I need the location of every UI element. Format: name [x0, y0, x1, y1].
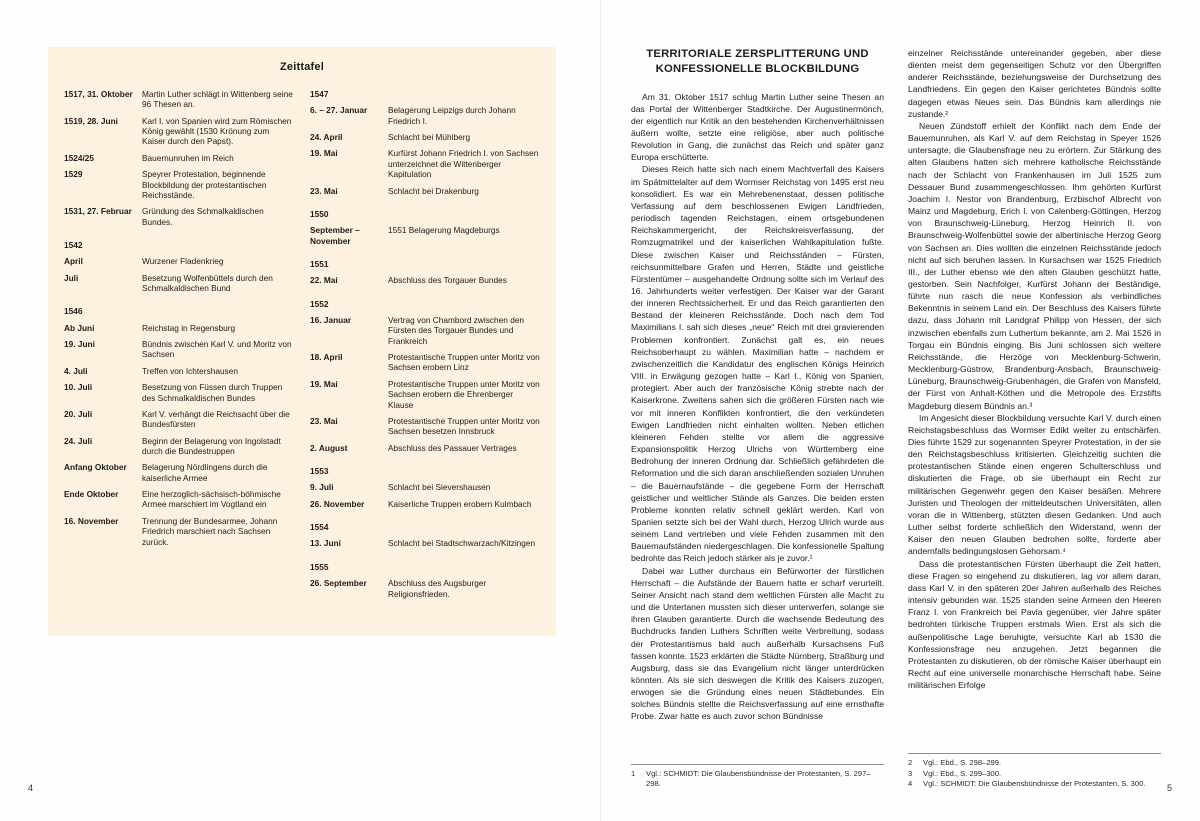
timeline-row	[64, 516, 294, 547]
timeline-event	[388, 259, 540, 269]
body-text-column-2	[908, 47, 1161, 747]
timeline-row	[64, 169, 294, 200]
article	[631, 47, 1161, 790]
timeline-event: Abschluss des Passauer Vertrages	[388, 442, 517, 453]
timeline-date: 9. Juli	[310, 482, 334, 493]
timeline-row	[310, 352, 540, 373]
timeline-row	[64, 436, 294, 457]
timeline-event: Wurzener Fladenkrieg	[142, 256, 224, 267]
timeline-event: Kurfürst Johann Friedrich I. von Sachsen unterzeichnet die Wittenberger Kapitulation	[388, 148, 539, 180]
timeline-row	[310, 522, 540, 532]
timeline-date: April	[64, 256, 83, 267]
timeline-event: Protestantische Truppen unter Moritz von Sachsen besetzen Innsbruck	[388, 415, 540, 437]
timeline-row	[310, 466, 540, 476]
footnote-text: Vgl.: SCHMIDT: Die Glaubensbündnisse der Protestanten, S. 297–298.	[646, 768, 871, 789]
timeline-row	[310, 225, 540, 246]
timeline-event: Besetzung von Füssen durch Truppen des Schmalkaldischen Bundes	[142, 382, 283, 403]
timeline-row	[64, 339, 294, 360]
timeline-row	[64, 366, 294, 376]
timeline-row	[64, 382, 294, 403]
timeline-event: Kaiserliche Truppen erobern Kulmbach	[388, 498, 532, 509]
footnote	[631, 769, 884, 790]
timeline-event: Karl V. verhängt die Reichsacht über die Bundesfürsten	[142, 408, 290, 430]
timeline-date: Ab Juni	[64, 322, 95, 333]
timeline-date: 1550	[310, 208, 329, 219]
timeline-date: 26. November	[310, 498, 365, 509]
footnote	[908, 779, 1161, 790]
body-text-column-1	[631, 91, 884, 758]
footnote-text: Vgl.: Ebd., S. 298–299.	[923, 758, 1002, 768]
timeline-row	[64, 489, 294, 510]
timeline-event: Vertrag von Chambord zwischen den Fürsten des Torgauer Bundes und Frankreich	[388, 315, 525, 346]
page-right	[600, 0, 1200, 821]
timeline-date: 1517, 31. Oktober	[64, 89, 133, 99]
paragraph: Dieses Reich hatte sich nach einem Machtverfall des Kaisers im Spätmittelalter auf dem Wormser Reichstag von 1495 erst neu konsolidiert. Es war ein Mehrebenenstaat, dessen politische Verfassung auf dem beschlossenen Ewigen Landfrieden, periodisch tagenden Reichstagen, einem ortsgebundenen Reichskammergericht, der Reichskreisverfassung, der Romzugmatrikel und der kaiserlichen Wahlkapitulation fußte. Diese zwischen Kaiser und Reichsständen – Fürsten, reichsunmittelbare Grafen und Herren, Städte und geistliche Fürstentümer – ausgehandelte Ordnung sollte sich im Verlauf des 16. Jahrhunderts weiter verfestigen. Der Kaiser war der Garant der inneren Rechtssicherheit. Er und das Reich garantierten den Bestand der kleineren Reichsstände. Doch nach dem Tod Maximilians I. sah sich dieses „neue“ Reich mit drei gravierenden Problemen konfrontiert. Zunächst galt es, ein neues Reichsoberhaupt zu wählen. Maximilian hatte – nachdem er zwischenzeitlich die Kandidatur des englischen Königs Heinrich VIII. in Erwägung gezogen hatte – Karl I., König von Spanien, protegiert. Aber auch der französische König strebte nach der Kaiserkrone. Zweitens sahen sich die größeren Fürsten nach wie vor mit inneren Konflikten konfrontiert, die den verkündeten Ewigen Landfrieden nicht einhalten wollten. Neben etlichen kleineren Fehden stellte vor allem die aggressive Expansionspolitik Herzog Ulrichs von Württemberg eine Bedrohung der inneren Ordnung dar. Schließlich gefährdeten die Reformation und die sich daran anschließenden sozialen Unruhen – die Bauernaufstände – die gegebene Form der Herrschaft geistlicher und weltlicher Stände als Ganzes. Die beiden ersten Probleme konnten relativ schnell geklärt werden. Karl von Spanien setzte sich bei der Wahl durch, Herzog Ulrich wurde aus seinem Land vertrieben und viele Fehden zusammen mit den Bauernaufständen niedergeschlagen. Die konfessionelle Spaltung bedrohte das Reich jedoch stärker als je zuvor.¹	[631, 164, 884, 564]
timeline-date: 1519, 28. Juni	[64, 115, 118, 126]
footnote	[908, 769, 1161, 780]
timeline-date: 26. September	[310, 578, 367, 589]
timeline-date: 1551	[310, 258, 329, 269]
timeline-row	[64, 323, 294, 333]
timeline-date: 10. Juli	[64, 382, 93, 393]
timeline-row	[64, 462, 294, 483]
timeline-date: 2. August	[310, 442, 348, 453]
timeline-row	[310, 416, 540, 437]
timeline-row	[310, 443, 540, 453]
timeline-date: 24. April	[310, 132, 343, 143]
timeline-row	[310, 499, 540, 509]
timeline-event	[388, 89, 540, 99]
timeline-date: September – November	[310, 225, 360, 246]
article-title-line1: TERRITORIALE ZERSPLITTERUNG UND	[646, 48, 869, 60]
timeline-row	[64, 206, 294, 227]
timeline-column-2	[310, 89, 540, 605]
timeline-event: Protestantische Truppen unter Moritz von Sachsen erobern Linz	[388, 352, 540, 373]
timeline-row	[310, 482, 540, 492]
timeline-event	[388, 209, 540, 219]
timeline-event: Reichstag in Regensburg	[142, 322, 236, 333]
timeline-column-1	[64, 89, 294, 605]
timeline-event: Speyrer Protestation, beginnende Blockbildung der protestantischen Reichsstände.	[142, 169, 267, 200]
timeline-event: Belagerung Nördlingens durch die kaiserliche Armee	[142, 462, 268, 483]
timeline-row	[64, 256, 294, 266]
timeline-row	[310, 105, 540, 126]
timeline-event: Trennung der Bundesarmee, Johann Friedrich marschiert nach Sachsen zurück.	[142, 515, 278, 547]
timeline-event	[388, 522, 540, 532]
timeline-row	[64, 153, 294, 163]
timeline-event: 1551 Belagerung Magdeburgs	[388, 225, 500, 236]
body-column-2	[908, 47, 1161, 790]
timeline-row	[64, 116, 294, 147]
timeline-date: 16. November	[64, 515, 119, 526]
timeline-columns	[64, 89, 540, 605]
timeline-date: 1552	[310, 298, 329, 309]
timeline-date: 1529	[64, 169, 83, 180]
timeline-row	[310, 209, 540, 219]
timeline-event	[142, 306, 294, 316]
footnote-number: 1	[631, 768, 636, 778]
timeline-date: 19. Juni	[64, 339, 95, 350]
timeline-event	[388, 562, 540, 572]
timeline-row	[64, 306, 294, 316]
timeline-event: Gründung des Schmalkaldischen Bundes.	[142, 206, 264, 227]
article-title	[631, 47, 884, 78]
timeline-event: Eine herzoglich-sächsisch-böhmische Armee marschiert im Vogtland ein	[142, 489, 281, 510]
article-title-line2: KONFESSIONELLE BLOCKBILDUNG	[655, 63, 860, 76]
timeline-event: Bauernunruhen im Reich	[142, 152, 234, 163]
timeline-row	[310, 578, 540, 599]
timeline-date: Ende Oktober	[64, 489, 119, 500]
timeline-date: 18. April	[310, 352, 343, 363]
timeline-row	[64, 409, 294, 430]
footnote-number: 4	[908, 779, 913, 789]
timeline-event: Belagerung Leipzigs durch Johann Friedrich I.	[388, 105, 516, 126]
timeline-date: 20. Juli	[64, 408, 93, 419]
timeline-event: Abschluss des Augsburger Religionsfrieden.	[388, 578, 487, 599]
timeline-date: 24. Juli	[64, 435, 93, 446]
timeline-box	[48, 47, 556, 636]
paragraph: Am 31. Oktober 1517 schlug Martin Luther seine Thesen an das Portal der Wittenberger Stadtkirche. Der Augustinermönch, der eigentlich nur Kritik an den bestehenden Kirchenverhältnissen äußern wollte, setzte eine religiöse, aber auch politische Revolution in Gang, die zunächst das Reich und später ganz Europa erschütterte.	[631, 91, 884, 163]
timeline-event: Abschluss des Torgauer Bundes	[388, 275, 507, 286]
footnote-text: Vgl.: Ebd., S. 299–300.	[923, 768, 1002, 778]
timeline-row	[310, 538, 540, 548]
timeline-row	[310, 315, 540, 346]
timeline-date: 22. Mai	[310, 275, 338, 286]
timeline-date: 1555	[310, 561, 329, 572]
timeline-row	[310, 299, 540, 309]
footnote	[908, 758, 1161, 769]
timeline-row	[310, 89, 540, 99]
timeline-date: 1547	[310, 89, 329, 99]
timeline-event: Bündnis zwischen Karl V. und Moritz von Sachsen	[142, 339, 292, 360]
timeline-event	[388, 466, 540, 476]
timeline-date: 1546	[64, 306, 83, 317]
timeline-row	[64, 273, 294, 294]
timeline-date: 23. Mai	[310, 185, 338, 196]
paragraph: Im Angesicht dieser Blockbildung versuchte Karl V. durch einen Reichstagsbeschluss das Wormser Edikt weiter zu entschärfen. Dies führte 1529 zur sogenannten Speyrer Protestation, in der sie den Reichstagsbeschluss kritisierten. Gleichzeitig suchten die protestantischen Stände einen engeren Schulterschluss und diskutierten die Frage, ob sie überhaupt ein Recht zur militärischen Gegenwehr gegen den Kaiser besäßen. Mehrere Juristen und Theologen der mitteldeutschen Universitäten, allen voran die in Wittenberg, stützten diesen Gedanken. Und auch Luther selbst forderte schließlich den Widerstand, wenn der Kaiser den neuen Glauben bedrohen sollte, forderte aber andernfalls bedingungslosen Gehorsam.⁴	[908, 412, 1161, 557]
timeline-row	[310, 186, 540, 196]
timeline-date: 19. Mai	[310, 148, 338, 159]
timeline-event: Karl I. von Spanien wird zum Römischen König gewählt (1530 Krönung zum Kaiser durch den Papst).	[142, 115, 292, 147]
timeline-row	[310, 275, 540, 285]
timeline-date: 4. Juli	[64, 365, 88, 376]
footnote-number: 3	[908, 768, 913, 778]
timeline-date: 1524/25	[64, 152, 94, 163]
timeline-date: 1531, 27. Februar	[64, 206, 132, 217]
timeline-row	[310, 132, 540, 142]
timeline-row	[64, 89, 294, 110]
timeline-date: 6. – 27. Januar	[310, 105, 368, 116]
body-column-1	[631, 47, 884, 790]
timeline-event	[388, 299, 540, 309]
page-number-left: 4	[28, 783, 34, 793]
timeline-date: 1542	[64, 239, 83, 250]
timeline-row	[310, 379, 540, 410]
timeline-date: 1554	[310, 522, 329, 533]
timeline-date: 19. Mai	[310, 378, 338, 389]
paragraph: Dass die protestantischen Fürsten überhaupt die Zeit hatten, diese Fragen so eingehend zu diskutieren, lag vor allem daran, dass Karl V. in den späteren 20er Jahren außerhalb des Reiches intensiv gebunden war. 1525 standen seine Armeen den Heeren Franz I. von Frankreich bei Pavia gegenüber, vier Jahre später bedrohten türkische Truppen erstmals Wien. Erst als sich die außenpolitische Lage beruhigte, versuchte Karl ab 1530 die Konfessionsfrage neu anzugehen. Jetzt begannen die Protestanten zu diskutieren, ob der römische Kaiser überhaupt ein Recht auf eine universelle monarchische Herrschaft habe. Seine militärischen Erfolge	[908, 558, 1161, 691]
footnotes-column-2	[908, 753, 1161, 790]
timeline-row	[310, 148, 540, 179]
footnote-text: Vgl.: SCHMIDT: Die Glaubensbündnisse der Protestanten, S. 300.	[923, 779, 1146, 789]
timeline-event	[142, 240, 294, 250]
footnotes-column-1	[631, 764, 884, 790]
timeline-row	[310, 562, 540, 572]
page-number-right: 5	[1166, 783, 1172, 793]
timeline-event: Schlacht bei Drakenburg	[388, 185, 479, 196]
timeline-row	[310, 259, 540, 269]
timeline-title: Zeittafel	[280, 61, 324, 73]
timeline-date: Juli	[64, 272, 79, 283]
paragraph: Neuen Zündstoff erhielt der Konflikt nach dem Ende der Bauernunruhen, als Karl V. auf dem Reichstag in Speyer 1526 untersagte, die Glaubensfrage neu zu erörtern. Zur Stärkung des alten Glaubens hatten sich mehrere katholische Reichsstände nach der Schlacht von Frankenhausen im Juli 1525 zum Dessauer Bund zusammengeschlossen. Ihm gehörten Kurfürst Joachim I. Nestor von Brandenburg, Erzbischof Albrecht von Mainz und Magdeburg, Erich I. von Calenberg-Göttingen, Herzog von Braunschweig-Lüneburg, Herzog Heinrich II. von Braunschweig-Wolfenbüttel sowie der albertinische Herzog Georg von Sachsen an. Dies wollten die einzelnen Reichsstände jedoch nicht auf sich beruhen lassen. In Kursachsen war 1525 Friedrich III., der Luther ebenso wie den alten Glauben geschützt hatte, gestorben. Sein Nachfolger, Kurfürst Johann der Beständige, führte nun rasch die neue Konfession als verbindliches Bekenntnis in seinem Land ein. Der Beschluss des Kaisers führte dazu, dass Johann mit Landgraf Philipp von Hessen, der sich inzwischen ebenfalls zum Luthertum bekannte, am 2. Mai 1526 in Torgau ein Bündnis einging. Bis Juni schlossen sich weitere Reichsstände, die Herzöge von Mecklenburg-Schwerin, Mecklenburg-Güstrow, Brandenburg-Ansbach, Braunschweig-Lüneburg, Braunschweig-Grubenhagen, die Grafen von Mansfeld, der Fürst von Anhalt-Köthen und die Metropole des Erzstifts Magdeburg diesem Bündnis an.³	[908, 120, 1161, 411]
timeline-date: 13. Juni	[310, 538, 341, 549]
paragraph: Dabei war Luther durchaus ein Befürworter der fürstlichen Herrschaft – die Aufstände der Bauern hatte er scharf verurteilt. Seiner Ansicht nach stand dem weltlichen Fürsten alle Macht zu und die Untertanen mussten sich dieser unterwerfen, solange sie ihren Glauben garantierte. Durch die wachsende Bedeutung des Buchdrucks fanden Luthers Schriften weite Verbreitung, sodass der Protestantismus bald auch außerhalb Kursachsens Fuß fassen konnte. 1523 erklärten die Städte Nürnberg, Straßburg und Augsburg, dass sie das Evangelium nicht länger unterdrücken könnten. Als sie sich deswegen die Kritik des Kaisers zuzogen, erwogen sie die Gründung eines neuen Städtebundes. Ein solches Bündnis stellte die Reichsverfassung auf eine ernsthafte Probe. Zwar hatte es auch zuvor schon Bündnisse	[631, 565, 884, 722]
timeline-event: Schlacht bei Mühlberg	[388, 132, 471, 143]
paragraph: einzelner Reichsstände untereinander gegeben, aber diese dienten meist dem gegenseitigen Schutz vor den Übergriffen anderer Reichsstände, beziehungsweise der Durchsetzung des Landfriedens. Ein gegen den Kaiser gerichtetes Bündnis sollte dagegen etwas Neues sein. Das Bündnis kam allerdings nie zustande.²	[908, 48, 1161, 119]
timeline-event: Schlacht bei Sievershausen	[388, 482, 491, 493]
timeline-date: Anfang Oktober	[64, 462, 127, 473]
footnote-number: 2	[908, 758, 913, 768]
timeline-row	[64, 240, 294, 250]
timeline-event: Besetzung Wolfenbüttels durch den Schmalkaldischen Bund	[142, 272, 273, 294]
timeline-date: 16. Januar	[310, 315, 352, 326]
timeline-event: Beginn der Belagerung von Ingolstadt durch die Bundestruppen	[142, 435, 281, 456]
timeline-event: Schlacht bei Stadtschwarzach/Kitzingen	[388, 538, 536, 549]
timeline-date: 1553	[310, 465, 329, 476]
timeline-event: Protestantische Truppen unter Moritz von Sachsen erobern die Ehrenberger Klause	[388, 378, 540, 410]
timeline-date: 23. Mai	[310, 415, 338, 426]
timeline-event: Martin Luther schlägt in Wittenberg seine 96 Thesen an.	[142, 89, 293, 110]
timeline-event: Treffen von Ichtershausen	[142, 365, 238, 376]
